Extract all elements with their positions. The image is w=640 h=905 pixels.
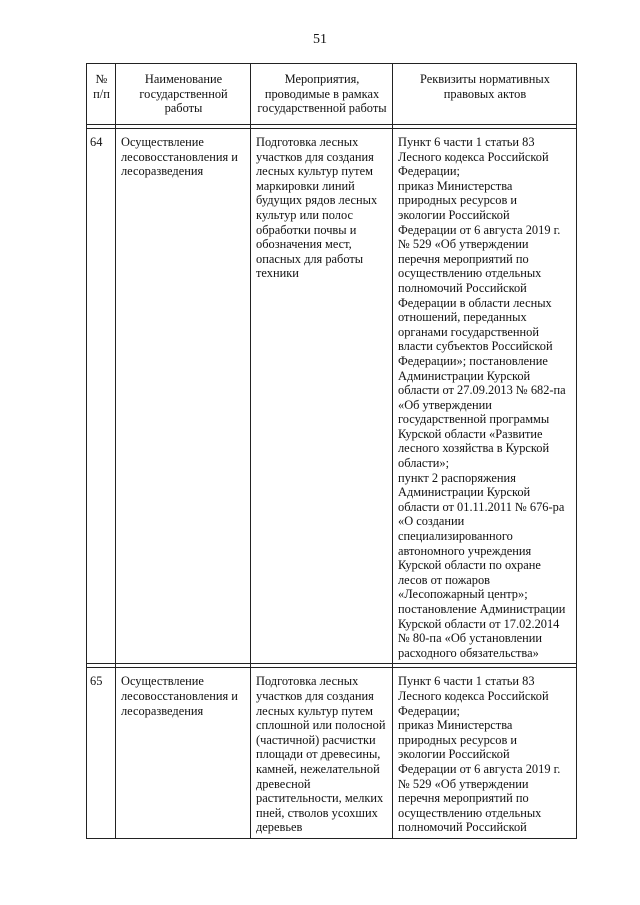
cell-text-line: области от 27.09.2013 № 682-па xyxy=(398,383,566,398)
header-num-line: № xyxy=(95,72,108,86)
cell-text-line: пней, стволов усохших xyxy=(256,805,378,820)
header-legal xyxy=(393,64,577,125)
cell-text-line: государственной программы xyxy=(398,412,550,427)
cell-text-line: приказ Министерства xyxy=(398,718,513,733)
cell-text-line: автономного учреждения xyxy=(398,543,532,558)
cell-text-line: осуществлению отдельных xyxy=(398,266,542,281)
cell-text-line: постановление Администрации xyxy=(398,602,566,616)
cell-text-line: перечня мероприятий по xyxy=(398,251,529,266)
cell-text-line: Курской области «Развитие xyxy=(398,426,543,441)
header-name xyxy=(116,64,251,125)
row-name xyxy=(116,668,251,839)
table-row xyxy=(87,129,577,664)
cell-text-line: расходного обязательства» xyxy=(398,645,539,660)
cell-text-line: полномочий Российской xyxy=(398,280,527,295)
row-num: 64 xyxy=(87,129,116,664)
cell-text-line: специализированного xyxy=(398,529,513,544)
cell-text-line: обработки почвы и xyxy=(256,222,357,237)
cell-text-line: органами государственной xyxy=(398,324,539,339)
cell-text-line: природных ресурсов и xyxy=(398,732,518,747)
table-header-row xyxy=(87,64,577,125)
cell-text-line: лесного хозяйства в Курской xyxy=(398,441,550,456)
cell-text-line: участков для создания xyxy=(256,149,374,164)
cell-text-line: Федерации от 6 августа 2019 г. xyxy=(398,222,561,237)
cell-text-line: власти субъектов Российской xyxy=(398,339,553,354)
cell-text-line: Осуществление xyxy=(121,674,204,689)
header-activities-line: Мероприятия, xyxy=(284,72,360,86)
cell-text-line: Лесного кодекса Российской xyxy=(398,149,549,164)
cell-text-line: № 529 «Об утверждении xyxy=(398,237,529,252)
cell-text-line: Лесного кодекса Российской xyxy=(398,688,549,703)
cell-text-line: природных ресурсов и xyxy=(398,193,518,208)
row-legal xyxy=(393,129,577,664)
cell-text-line: Федерации от 6 августа 2019 г. xyxy=(398,761,561,776)
cell-text-line: лесных культур путем xyxy=(256,164,373,179)
cell-text-line: Пункт 6 части 1 статьи 83 xyxy=(398,674,535,689)
cell-text-line: «Лесопожарный центр»; xyxy=(398,587,528,602)
header-legal-line: правовых актов xyxy=(443,86,527,101)
row-activities xyxy=(251,668,393,839)
cell-text-line: лесов от пожаров xyxy=(398,572,490,587)
cell-text-line: области»; xyxy=(398,456,450,471)
cell-text-line: (частичной) расчистки xyxy=(256,732,376,747)
cell-text-line: Подготовка лесных xyxy=(256,674,359,689)
cell-text-line: полномочий Российской xyxy=(398,820,527,835)
header-activities xyxy=(251,64,393,125)
header-name-line: Наименование xyxy=(144,72,223,86)
cell-text-line: техники xyxy=(256,266,299,281)
cell-text-line: пункт 2 распоряжения xyxy=(398,470,516,485)
cell-text-line: площади от древесины, xyxy=(256,747,381,762)
cell-text-line: Курской области от 17.02.2014 xyxy=(398,616,560,631)
cell-text-line: «Об утверждении xyxy=(398,397,492,412)
header-num-line: п/п xyxy=(93,86,110,101)
cell-text-line: Пункт 6 части 1 статьи 83 xyxy=(398,135,535,149)
cell-text-line: растительности, мелких xyxy=(256,791,384,806)
cell-text-line: приказ Министерства xyxy=(398,178,513,193)
cell-text-line: Осуществление xyxy=(121,135,204,149)
cell-text-line: области от 01.11.2011 № 676-ра xyxy=(398,499,565,514)
cell-text-line: Администрации Курской xyxy=(398,485,531,500)
cell-text-line: лесоразведения xyxy=(121,703,204,718)
cell-text-line: будущих рядов лесных xyxy=(256,193,378,208)
cell-text-line: осуществлению отдельных xyxy=(398,805,542,820)
cell-text-line: лесовосстановления и xyxy=(121,149,238,164)
header-name-line: государственной xyxy=(139,86,228,101)
cell-text-line: Федерации; xyxy=(398,703,460,718)
cell-text-line: Федерации»; постановление xyxy=(398,353,548,368)
cell-text-line: «О создании xyxy=(398,514,465,529)
cell-text-line: древесной xyxy=(256,776,311,791)
cell-text-line: № 529 «Об утверждении xyxy=(398,776,529,791)
cell-text-line: участков для создания xyxy=(256,688,374,703)
cell-text-line: обозначения мест, xyxy=(256,237,352,252)
cell-text-line: № 80-па «Об установлении xyxy=(398,631,543,646)
header-activities-line: государственной работы xyxy=(257,101,387,116)
cell-text-line: культур или полос xyxy=(256,207,353,222)
cell-text-line: опасных для работы xyxy=(256,251,364,266)
cell-text-line: деревьев xyxy=(256,820,303,835)
header-name-line: работы xyxy=(164,101,203,116)
page-number: 51 xyxy=(313,32,327,47)
row-legal xyxy=(393,668,577,839)
header-num xyxy=(87,64,116,125)
cell-text-line: перечня мероприятий по xyxy=(398,791,529,806)
cell-text-line: камней, нежелательной xyxy=(256,761,380,776)
table-row xyxy=(87,668,577,839)
cell-text-line: экологии Российской xyxy=(398,207,510,222)
cell-text-line: экологии Российской xyxy=(398,747,510,762)
cell-text-line: лесных культур путем xyxy=(256,703,373,718)
header-legal-line: Реквизиты нормативных xyxy=(420,72,550,86)
cell-text-line: сплошной или полосной xyxy=(256,718,386,733)
cell-text-line: Федерации в области лесных xyxy=(398,295,552,310)
cell-text-line: лесоразведения xyxy=(121,164,204,179)
cell-text-line: Администрации Курской xyxy=(398,368,531,383)
cell-text-line: Федерации; xyxy=(398,164,460,179)
cell-text-line: маркировки линий xyxy=(256,178,355,193)
row-num: 65 xyxy=(87,668,116,839)
row-activities xyxy=(251,129,393,664)
cell-text-line: лесовосстановления и xyxy=(121,688,238,703)
cell-text-line: Подготовка лесных xyxy=(256,135,359,149)
cell-text-line: Курской области по охране xyxy=(398,558,541,573)
header-activities-line: проводимые в рамках xyxy=(264,86,380,101)
cell-text-line: отношений, переданных xyxy=(398,310,527,325)
activities-table xyxy=(86,63,577,839)
row-name xyxy=(116,129,251,664)
